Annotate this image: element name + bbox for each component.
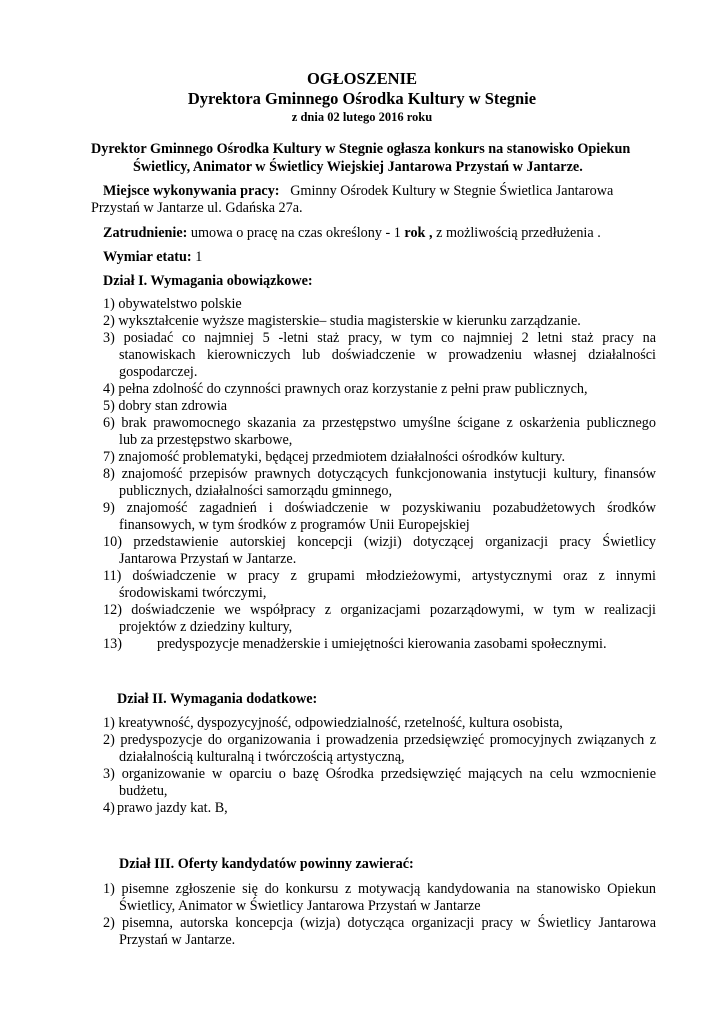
list-item-cont: gospodarczej. <box>119 364 198 380</box>
hours-label: Wymiar etatu: <box>103 249 192 265</box>
employment-duration: rok , <box>404 225 433 241</box>
document-date: z dnia 02 lutego 2016 roku <box>291 110 433 124</box>
list-item: 12) doświadczenie we współpracy z organizacjami pozarządowymi, w tym w realizacji <box>103 602 656 618</box>
workplace-row <box>103 183 613 200</box>
list-item: 1) obywatelstwo polskie <box>103 296 242 312</box>
list-item: 3) posiadać co najmniej 5 -letni staż pracy, w tym co najmniej 2 letni staż pracy na <box>103 330 656 346</box>
list-item: 11) doświadczenie w pracy z grupami młodzieżowymi, artystycznymi oraz z innymi <box>103 568 656 584</box>
list-item: 8) znajomość przepisów prawnych dotyczących funkcjonowania instytucji kultury, finansów <box>103 466 656 482</box>
intro-line: Świetlicy, Animator w Świetlicy Wiejskiej Jantarowa Przystań w Jantarze. <box>133 159 583 175</box>
workplace-value-cont: Przystań w Jantarze ul. Gdańska 27a. <box>91 200 303 216</box>
workplace-value: Gminny Ośrodek Kultury w Stegnie Świetlica Jantarowa <box>290 183 614 199</box>
section-heading: Dział III. Oferty kandydatów powinny zawierać: <box>119 856 414 872</box>
list-item: 2) predyspozycje do organizowania i prowadzenia przedsięwzięć promocyjnych związanych z <box>103 732 656 748</box>
list-item: 5) dobry stan zdrowia <box>103 398 228 414</box>
employment-value: umowa o pracę na czas określony - 1 <box>190 225 401 241</box>
list-item-cont: lub za przestępstwo skarbowe, <box>119 432 293 448</box>
list-item-number: 13) <box>103 636 122 652</box>
list-item-cont: finansowych, w tym środków z programów Unii Europejskiej <box>119 517 470 533</box>
list-item: 9) znajomość zagadnień i doświadczenie w pozyskiwaniu pozabudżetowych środków <box>103 500 656 516</box>
list-item-cont: stanowiskach kierowniczych lub doświadczenie w prowadzeniu własnej działalności <box>119 347 656 363</box>
list-item-cont: Przystań w Jantarze. <box>119 932 236 948</box>
list-item: prawo jazdy kat. B, <box>117 800 228 816</box>
list-item: 7) znajomość problematyki, będącej przedmiotem działalności ośrodków kultury. <box>103 449 566 465</box>
section-heading: Dział I. Wymagania obowiązkowe: <box>103 273 313 289</box>
list-item-cont: środowiskami twórczymi, <box>119 585 267 601</box>
list-item: 3) organizowanie w oparciu o bazę Ośrodka przedsięwzięć mających na celu wzmocnienie <box>103 766 656 782</box>
list-item: 1) pisemne zgłoszenie się do konkursu z motywacją kandydowania na stanowisko Opiekun <box>103 881 656 897</box>
hours-value: 1 <box>195 249 203 265</box>
employment-label: Zatrudnienie: <box>103 225 188 241</box>
hours-row <box>103 249 202 266</box>
list-item: 1) kreatywność, dyspozycyjność, odpowiedzialność, rzetelność, kultura osobista, <box>103 715 563 731</box>
list-item-number: 4) <box>103 800 115 816</box>
list-item: 10) przedstawienie autorskiej koncepcji (wizji) dotyczącej organizacji pracy Świetlicy <box>103 534 656 550</box>
list-item: 2) wykształcenie wyższe magisterskie– studia magisterskie w kierunku zarządzanie. <box>103 313 581 329</box>
list-item-cont: budżetu, <box>119 783 168 799</box>
list-item-cont: projektów z dziedziny kultury, <box>119 619 293 635</box>
list-item: 2) pisemna, autorska koncepcja (wizja) dotycząca organizacji pracy w Świetlicy Jantarowa <box>103 915 656 931</box>
list-item: predyspozycje menadżerskie i umiejętności kierowania zasobami społecznymi. <box>157 636 607 652</box>
document-subtitle: Dyrektora Gminnego Ośrodka Kultury w Stegnie <box>187 89 537 108</box>
employment-row <box>103 225 601 242</box>
workplace-label: Miejsce wykonywania pracy: <box>103 183 280 199</box>
intro-line: Dyrektor Gminnego Ośrodka Kultury w Stegnie ogłasza konkurs na stanowisko Opiekun <box>91 141 631 157</box>
list-item: 6) brak prawomocnego skazania za przestępstwo umyślne ścigane z oskarżenia publicznego <box>103 415 656 431</box>
list-item-cont: Jantarowa Przystań w Jantarze. <box>119 551 297 567</box>
list-item-cont: Świetlicy, Animator w Świetlicy Jantarowa Przystań w Jantarze <box>119 898 481 914</box>
list-item-cont: publicznych, działalności samorządu gminnego, <box>119 483 393 499</box>
employment-extension: z możliwością przedłużenia . <box>436 225 601 241</box>
document-title: OGŁOSZENIE <box>306 69 418 88</box>
list-item: 4) pełna zdolność do czynności prawnych oraz korzystanie z pełni praw publicznych, <box>103 381 588 397</box>
list-item-cont: działalnością kulturalną i twórczością artystyczną, <box>119 749 405 765</box>
section-heading: Dział II. Wymagania dodatkowe: <box>117 691 318 707</box>
